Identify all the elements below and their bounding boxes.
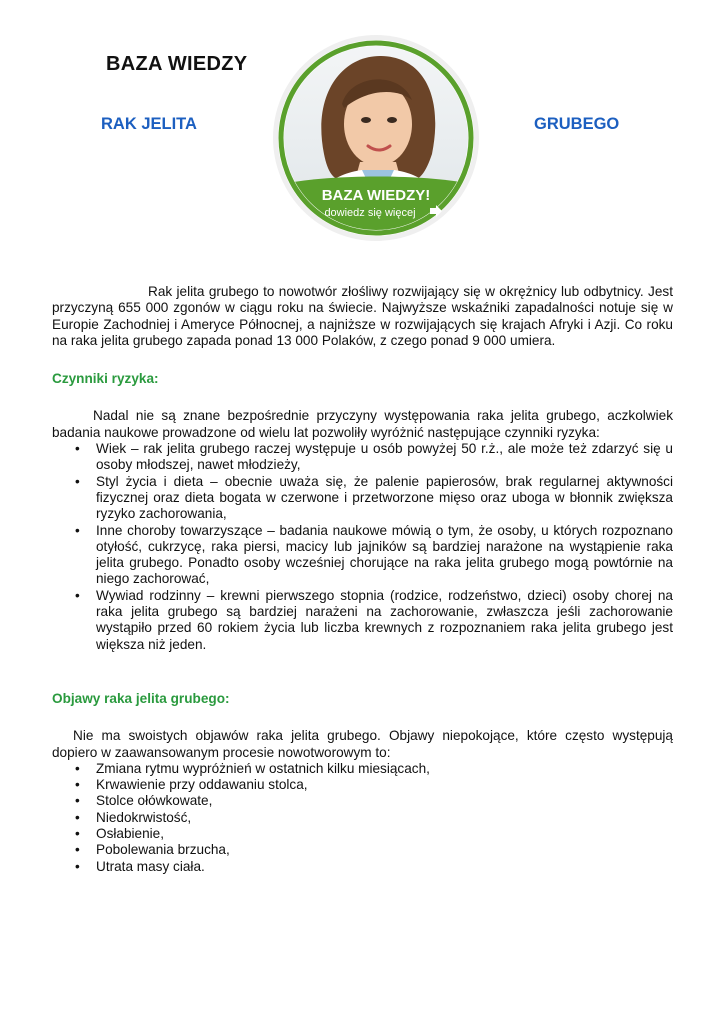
list-item [75, 826, 673, 842]
list-item [75, 760, 673, 777]
risk-heading: Czynniki ryzyka: [52, 371, 159, 387]
knowledge-base-badge[interactable] [272, 34, 480, 242]
bullet-icon: • [75, 587, 80, 603]
subtitle-right: GRUBEGO [534, 115, 620, 133]
article-body [52, 284, 673, 875]
bullet-icon: • [75, 842, 80, 858]
risk-list [52, 441, 673, 653]
bullet-icon: • [75, 473, 80, 489]
list-item-text: Inne choroby towarzyszące – badania naukowe mówią o tym, że osoby, u których rozpoznano otyłość, cukrzycę, raka piersi, macicy lub jajników są bardziej narażone na wystąpienie raka jelita grubego. Ponadto osoby wcześniej chorujące na raka jelita grubego mogą powtórnie na niego zachorować, [96, 522, 673, 587]
subtitle-left: RAK JELITA [101, 115, 197, 133]
list-item-text: Wiek – rak jelita grubego raczej występuje u osób powyżej 50 r.ż., ale może też zdarzyć się u osoby młodszej, nawet młodzieży, [96, 441, 673, 473]
list-item-text: Niedokrwistość, [96, 809, 192, 825]
list-item [75, 793, 673, 809]
page-title: BAZA WIEDZY [106, 53, 248, 75]
bullet-icon: • [75, 809, 80, 825]
symptoms-heading: Objawy raka jelita grubego: [52, 690, 230, 706]
bullet-icon: • [75, 522, 80, 538]
list-item-text: Pobolewania brzucha, [96, 842, 230, 858]
list-item [75, 809, 673, 826]
symptoms-list [52, 761, 673, 875]
list-item-text: Utrata masy ciała. [96, 858, 205, 874]
list-item [75, 858, 673, 875]
list-item [75, 473, 673, 523]
list-item [75, 777, 673, 793]
bullet-icon: • [75, 793, 80, 809]
list-item-text: Styl życia i dieta – obecnie uważa się, że palenie papierosów, brak regularnej aktywności fizycznej oraz dieta bogata w czerwone i przetworzone mięso oraz uboga w błonnik zwiększa ryzyko zachorowania, [96, 473, 673, 522]
symptoms-intro: Nie ma swoistych objawów raka jelita grubego. Objawy niepokojące, które często występują dopiero w zaawansowanym procesie nowotworowym to: [52, 728, 673, 760]
bullet-icon: • [75, 441, 80, 457]
badge-line1: BAZA WIEDZY! [321, 187, 431, 204]
bullet-icon: • [75, 777, 80, 793]
list-item-text: Stolce ołówkowate, [96, 793, 213, 809]
badge-graphic [272, 34, 480, 242]
list-item-text: Osłabienie, [96, 826, 165, 842]
list-item-text: Zmiana rytmu wypróżnień w ostatnich kilku miesiącach, [96, 760, 430, 776]
list-item [75, 842, 673, 858]
list-item-text: Krwawienie przy oddawaniu stolca, [96, 777, 308, 793]
bullet-icon: • [75, 760, 80, 776]
risk-intro: Nadal nie są znane bezpośrednie przyczyny występowania raka jelita grubego, aczkolwiek badania naukowe prowadzone od wielu lat pozwoliły wyróżnić następujące czynniki ryzyka: [52, 408, 673, 440]
list-item [75, 587, 673, 653]
list-item [75, 522, 673, 588]
bullet-icon: • [75, 826, 80, 842]
badge-line2: dowiedz się więcej [324, 207, 416, 219]
intro-paragraph: Rak jelita grubego to nowotwór złośliwy rozwijający się w okrężnicy lub odbytnicy. Jest przyczyną 655 000 zgonów w ciągu roku na świecie. Najwyższe wskaźniki zapadalności notuje się w Europie Zachodniej i Ameryce Północnej, a najniższe w rozwijających się krajach Afryki i Azji. Co roku na raka jelita grubego zapada ponad 13 000 Polaków, z czego ponad 9 000 umiera. [52, 284, 673, 348]
list-item [75, 441, 673, 474]
list-item-text: Wywiad rodzinny – krewni pierwszego stopnia (rodzice, rodzeństwo, dzieci) osoby chorej na raka jelita grubego są bardziej narażeni na zachorowanie, zwłaszcza jeśli zachorowanie wystąpiło przed 60 rokiem życia lub liczba krewnych z rozpoznaniem raka jelita grubego jest większa niż jeden. [96, 587, 673, 652]
bullet-icon: • [75, 858, 80, 874]
